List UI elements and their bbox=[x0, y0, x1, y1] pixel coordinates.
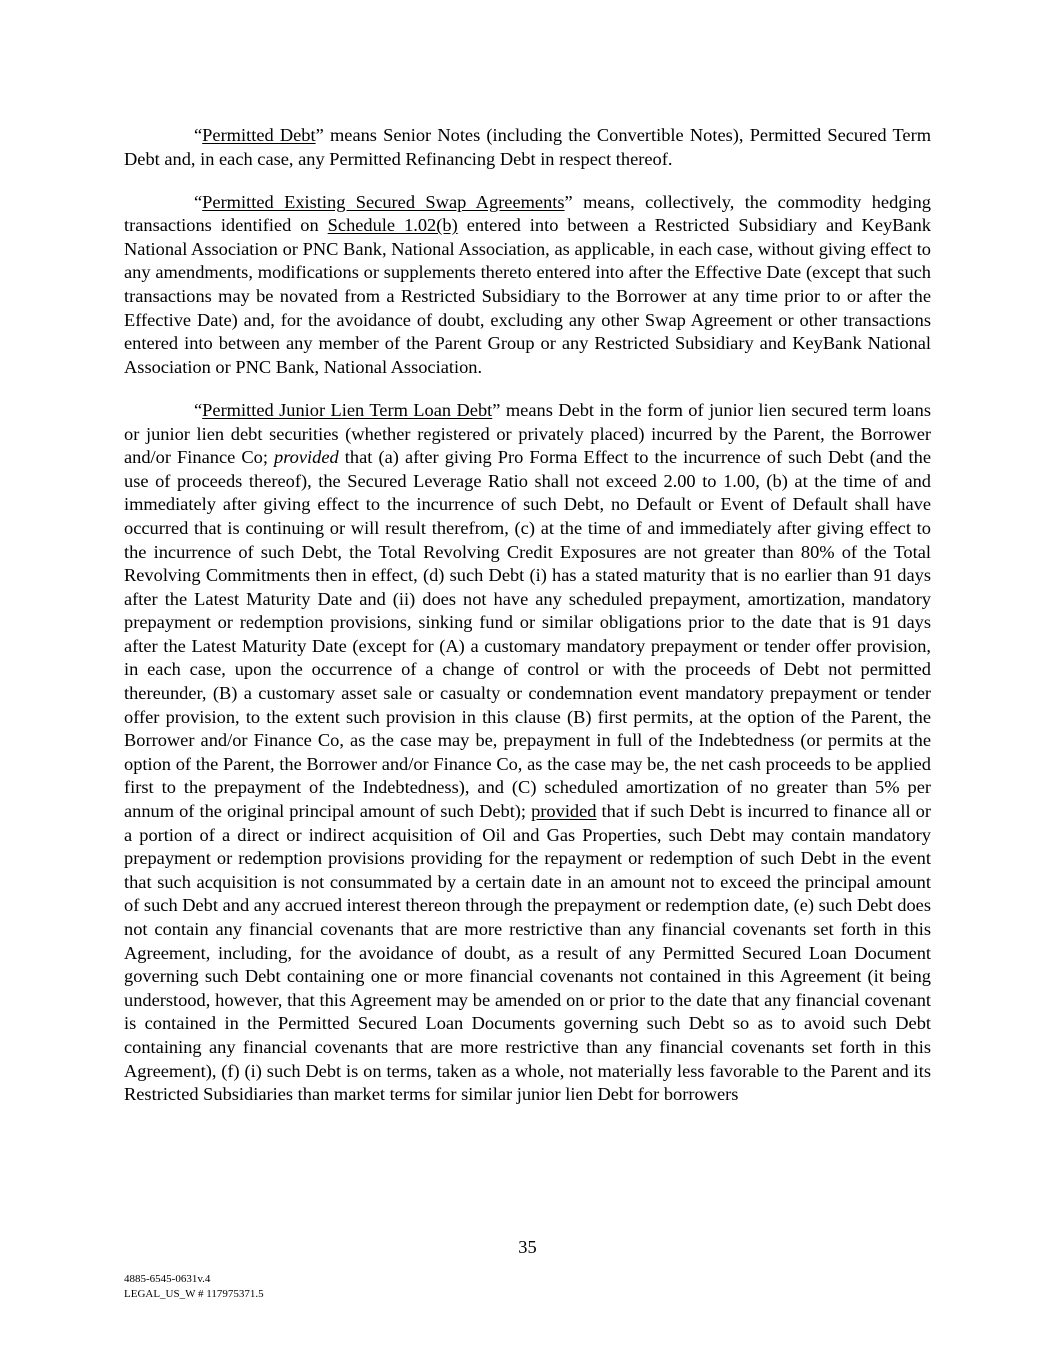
proviso-underlined: provided bbox=[531, 801, 597, 822]
document-footer bbox=[124, 1272, 264, 1301]
definition-permitted-junior-lien-term-loan-debt bbox=[124, 399, 931, 1107]
open-quote: “ bbox=[194, 399, 203, 420]
definition-text: ” means Debt in the form of junior lien secured term loans or junior lien debt securities (whether registered or privately placed) incurred by the Parent, the Borrower and/or Finance Co; bbox=[124, 399, 931, 468]
definition-text: that (a) after giving Pro Forma Effect to the incurrence of such Debt (and the use of proceeds thereof), the Secured Leverage Ratio shall not exceed 2.00 to 1.00, (b) at the time of and immediately after giving effect to the incurrence of such Debt, no Default or Event of Default shall have occurred that is continuing or will result therefrom, (c) at the time of and immediately after giving effect to the incurrence of such Debt, the Total Revolving Credit Exposures are not greater than 80% of the Total Revolving Commitments then in effect, (d) such Debt (i) has a stated maturity that is no earlier than 91 days after the Latest Maturity Date and (ii) does not have any scheduled prepayment, amortization, mandatory prepayment or redemption provisions, sinking fund or similar obligations prior to the date that is 91 days after the Latest Maturity Date (except for (A) a customary mandatory prepayment or tender offer provision, in each case, upon the occurrence of a change of control or with the proceeds of Debt not permitted thereunder, (B) a customary asset sale or casualty or condemnation event mandatory prepayment or tender offer provision, to the extent such provision in this clause (B) first permits, at the option of the Parent, the Borrower and/or Finance Co, as the case may be, prepayment in full of the Indebtedness (or permits at the option of the Parent, the Borrower and/or Finance Co, as the case may be, the net cash proceeds to be applied first to the prepayment of the Indebtedness), and (C) scheduled amortization of no greater than 5% per annum of the original principal amount of such Debt); bbox=[124, 447, 931, 822]
definition-permitted-debt bbox=[124, 124, 931, 171]
footer-doc-id-1: 4885-6545-0631v.4 bbox=[124, 1273, 211, 1285]
document-page bbox=[124, 124, 931, 1126]
schedule-reference: Schedule 1.02(b) bbox=[327, 215, 458, 236]
open-quote: “ bbox=[194, 125, 203, 145]
definition-text: that if such Debt is incurred to finance all or a portion of a direct or indirect acquisition of Oil and Gas Properties, such Debt may contain mandatory prepayment or redemption provisions providing for the repayment or redemption of such Debt in the event that such acquisition is not consummated by a certain date in an amount not to exceed the principal amount of such Debt and any accrued interest thereon through the prepayment or redemption date, (e) such Debt does not contain any financial covenants that are more restrictive than any financial covenants set forth in this Agreement, including, for the avoidance of doubt, as a result of any Permitted Secured Loan Document governing such Debt containing one or more financial covenants not contained in this Agreement (it being understood, however, that this Agreement may be amended on or prior to the date that any financial covenant is contained in the Permitted Secured Loan Documents governing such Debt so as to avoid such Debt containing any financial covenants that are more restrictive than any financial covenants set forth in this Agreement), (f) (i) such Debt is on terms, taken as a whole, not materially less favorable to the Parent and its Restricted Subsidiaries than market terms for similar junior lien Debt for borrowers bbox=[124, 801, 931, 1105]
definition-text: ” means, collectively, the commodity hedging transactions identified on bbox=[124, 191, 931, 236]
definition-text: ” means Senior Notes (including the Convertible Notes), Permitted Secured Term Debt and, in each case, any Permitted Refinancing Debt in respect thereof. bbox=[124, 125, 932, 169]
definition-permitted-existing-secured-swap-agreements bbox=[124, 191, 931, 380]
open-quote: “ bbox=[194, 191, 203, 212]
defined-term: Permitted Junior Lien Term Loan Debt bbox=[202, 399, 493, 420]
proviso-italic: provided bbox=[274, 447, 339, 468]
footer-doc-id-2: LEGAL_US_W # 117975371.5 bbox=[124, 1287, 264, 1300]
page-number: 35 bbox=[518, 1237, 537, 1257]
defined-term: Permitted Debt bbox=[202, 125, 316, 145]
defined-term: Permitted Existing Secured Swap Agreements bbox=[202, 191, 565, 212]
definition-text: entered into between a Restricted Subsidiary and KeyBank National Association or PNC Bank, National Association, as applicable, in each case, without giving effect to any amendments, modifications or supplements thereto entered into after the Effective Date (except that such transactions may be novated from a Restricted Subsidiary to the Borrower at any time prior to or after the Effective Date) and, for the avoidance of doubt, excluding any other Swap Agreement or other transactions entered into between any member of the Parent Group or any Restricted Subsidiary and KeyBank National Association or PNC Bank, National Association. bbox=[124, 215, 931, 377]
